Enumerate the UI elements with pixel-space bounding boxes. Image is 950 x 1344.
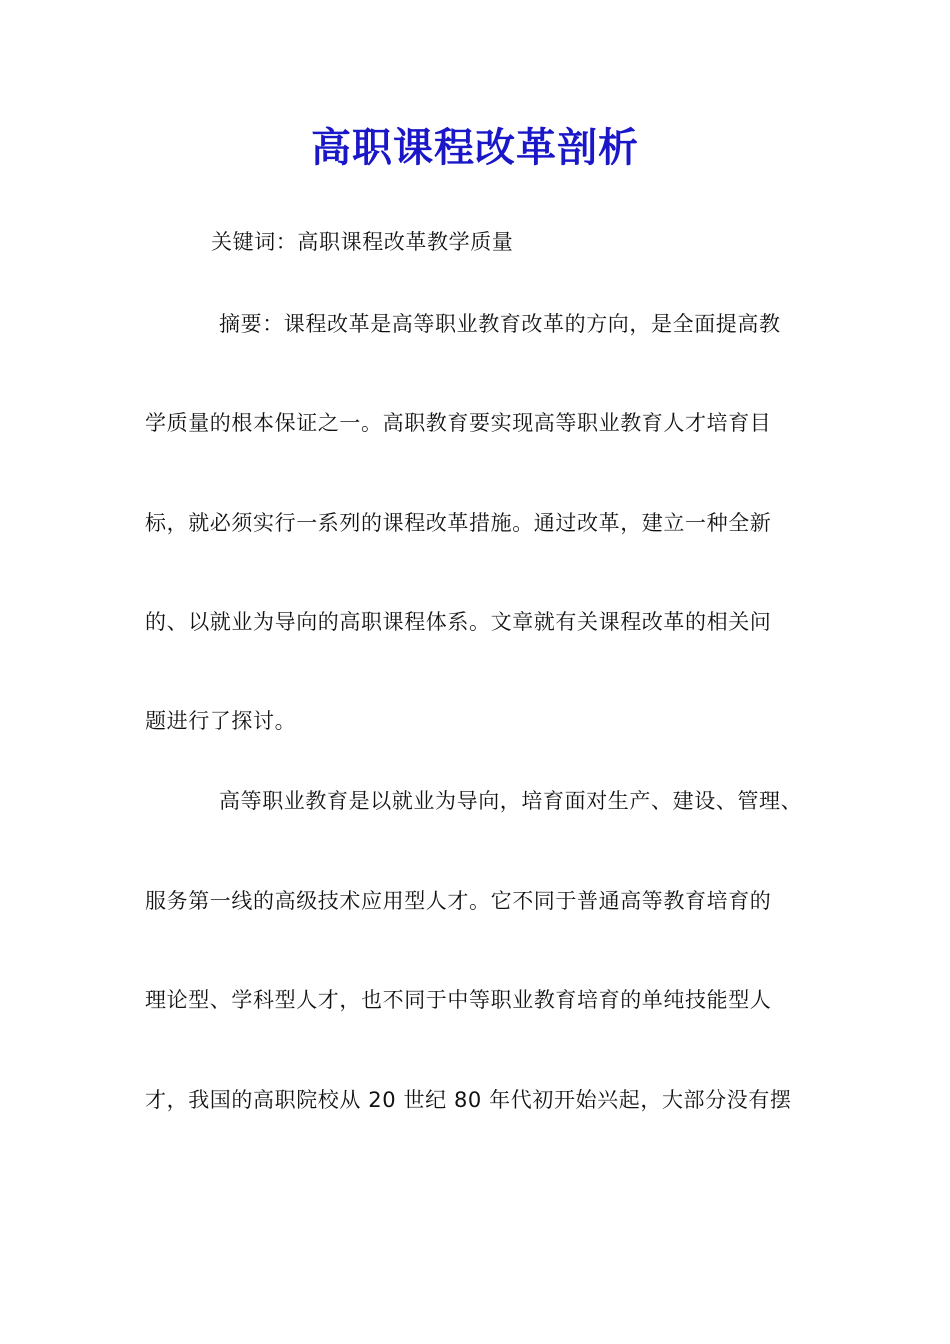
body-line: 高等职业教育是以就业为导向，培育面对生产、建设、管理、: [219, 789, 803, 813]
abstract-line: 学质量的根本保证之一。高职教育要实现高等职业教育人才培育目: [145, 411, 772, 435]
abstract-line: 摘要：课程改革是高等职业教育改革的方向，是全面提高教: [219, 312, 781, 336]
keywords-line: 关键词：高职课程改革教学质量: [211, 230, 514, 254]
abstract-line: 标，就必须实行一系列的课程改革措施。通过改革，建立一种全新: [145, 511, 772, 535]
document-title: 高职课程改革剖析: [311, 124, 639, 171]
body-line: 服务第一线的高级技术应用型人才。它不同于普通高等教育培育的: [145, 889, 772, 913]
body-line: 才，我国的高职院校从 20 世纪 80 年代初开始兴起，大部分没有摆: [145, 1088, 792, 1112]
abstract-line: 题进行了探讨。: [145, 709, 297, 733]
body-line: 理论型、学科型人才，也不同于中等职业教育培育的单纯技能型人: [145, 988, 772, 1012]
abstract-line: 的、以就业为导向的高职课程体系。文章就有关课程改革的相关问: [145, 610, 772, 634]
